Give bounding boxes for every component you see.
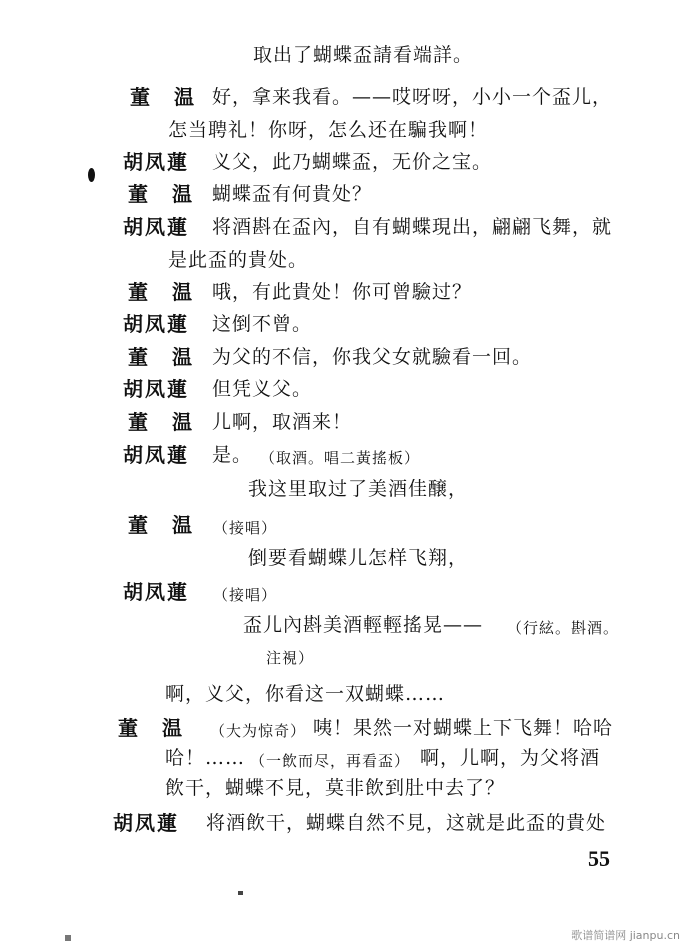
lyric-line: 我这里取过了美酒佳醸，	[248, 478, 469, 500]
stage-direction: （接唱）	[213, 586, 278, 604]
speaker-name: 董 温	[128, 513, 194, 537]
dialogue-line: 哦，有此貴处！你可曾驗过？	[212, 281, 473, 303]
stage-direction: （一飲而尽，再看盃）	[250, 752, 411, 770]
stage-direction: （行絃。斟酒。	[507, 619, 620, 637]
dialogue-line: 是此盃的貴处。	[168, 249, 309, 271]
dialogue-line: 好，拿来我看。——哎呀呀，小小一个盃儿，	[212, 86, 613, 108]
dialogue-line: 是。	[212, 444, 253, 466]
speaker-name: 胡凤蓮	[123, 580, 189, 604]
speaker-name: 胡凤蓮	[123, 443, 189, 467]
speaker-name: 董 温	[128, 182, 194, 206]
dialogue-line: 为父的不信，你我父女就驗看一回。	[212, 346, 533, 368]
speaker-name: 董 温	[128, 280, 194, 304]
lyric-line: 倒要看蝴蝶儿怎样飞翔，	[248, 547, 469, 569]
watermark: 歌谱简谱网 jianpu.cn	[571, 929, 680, 942]
dialogue-line: 义父，此乃蝴蝶盃，无价之宝。	[212, 151, 493, 173]
dialogue-line: 将酒飲干，蝴蝶自然不見，这就是此盃的貴处	[206, 812, 607, 834]
dialogue-line: 咦！果然一对蝴蝶上下飞舞！哈哈	[313, 717, 614, 739]
dialogue-line: 儿啊，取酒来！	[212, 411, 353, 433]
stage-direction: （取酒。唱二黃搖板）	[260, 449, 421, 467]
speaker-name: 董 温	[128, 410, 194, 434]
stage-direction: （接唱）	[213, 519, 278, 537]
speaker-name: 董 温	[128, 345, 194, 369]
speaker-name: 胡凤蓮	[113, 811, 179, 835]
speaker-name: 胡凤蓮	[123, 215, 189, 239]
dialogue-line: 啊，儿啊，为父将酒	[420, 747, 601, 769]
speaker-name: 董 温	[130, 85, 196, 109]
stage-direction: （大为惊奇）	[210, 722, 307, 740]
speaker-name: 胡凤蓮	[123, 377, 189, 401]
dialogue-line: 蝴蝶盃有何貴处？	[212, 183, 373, 205]
speaker-name: 胡凤蓮	[123, 312, 189, 336]
page-number: 55	[588, 846, 610, 871]
ink-speck	[65, 935, 71, 941]
ink-speck	[238, 891, 243, 895]
ink-blot	[88, 168, 95, 182]
dialogue-line: 啊，义父，你看这一双蝴蝶……	[165, 683, 446, 705]
dialogue-line: 但凭义父。	[212, 378, 313, 400]
dialogue-line: 这倒不曾。	[212, 313, 313, 335]
speaker-name: 董 温	[118, 716, 184, 740]
lyric-line: 盃儿內斟美酒輕輕搖晃——	[243, 614, 484, 636]
stage-direction: 注視）	[266, 649, 315, 667]
dialogue-line: 怎当聘礼！你呀，怎么还在騙我啊！	[168, 119, 489, 141]
dialogue-line: 哈！……	[165, 747, 246, 769]
dialogue-line: 将酒斟在盃內，自有蝴蝶現出，翩翩飞舞，就	[212, 216, 613, 238]
speaker-name: 胡凤蓮	[123, 150, 189, 174]
stage-direction-line: 取出了蝴蝶盃請看端詳。	[253, 44, 474, 66]
dialogue-line: 飲干，蝴蝶不見，莫非飲到肚中去了？	[165, 777, 506, 799]
